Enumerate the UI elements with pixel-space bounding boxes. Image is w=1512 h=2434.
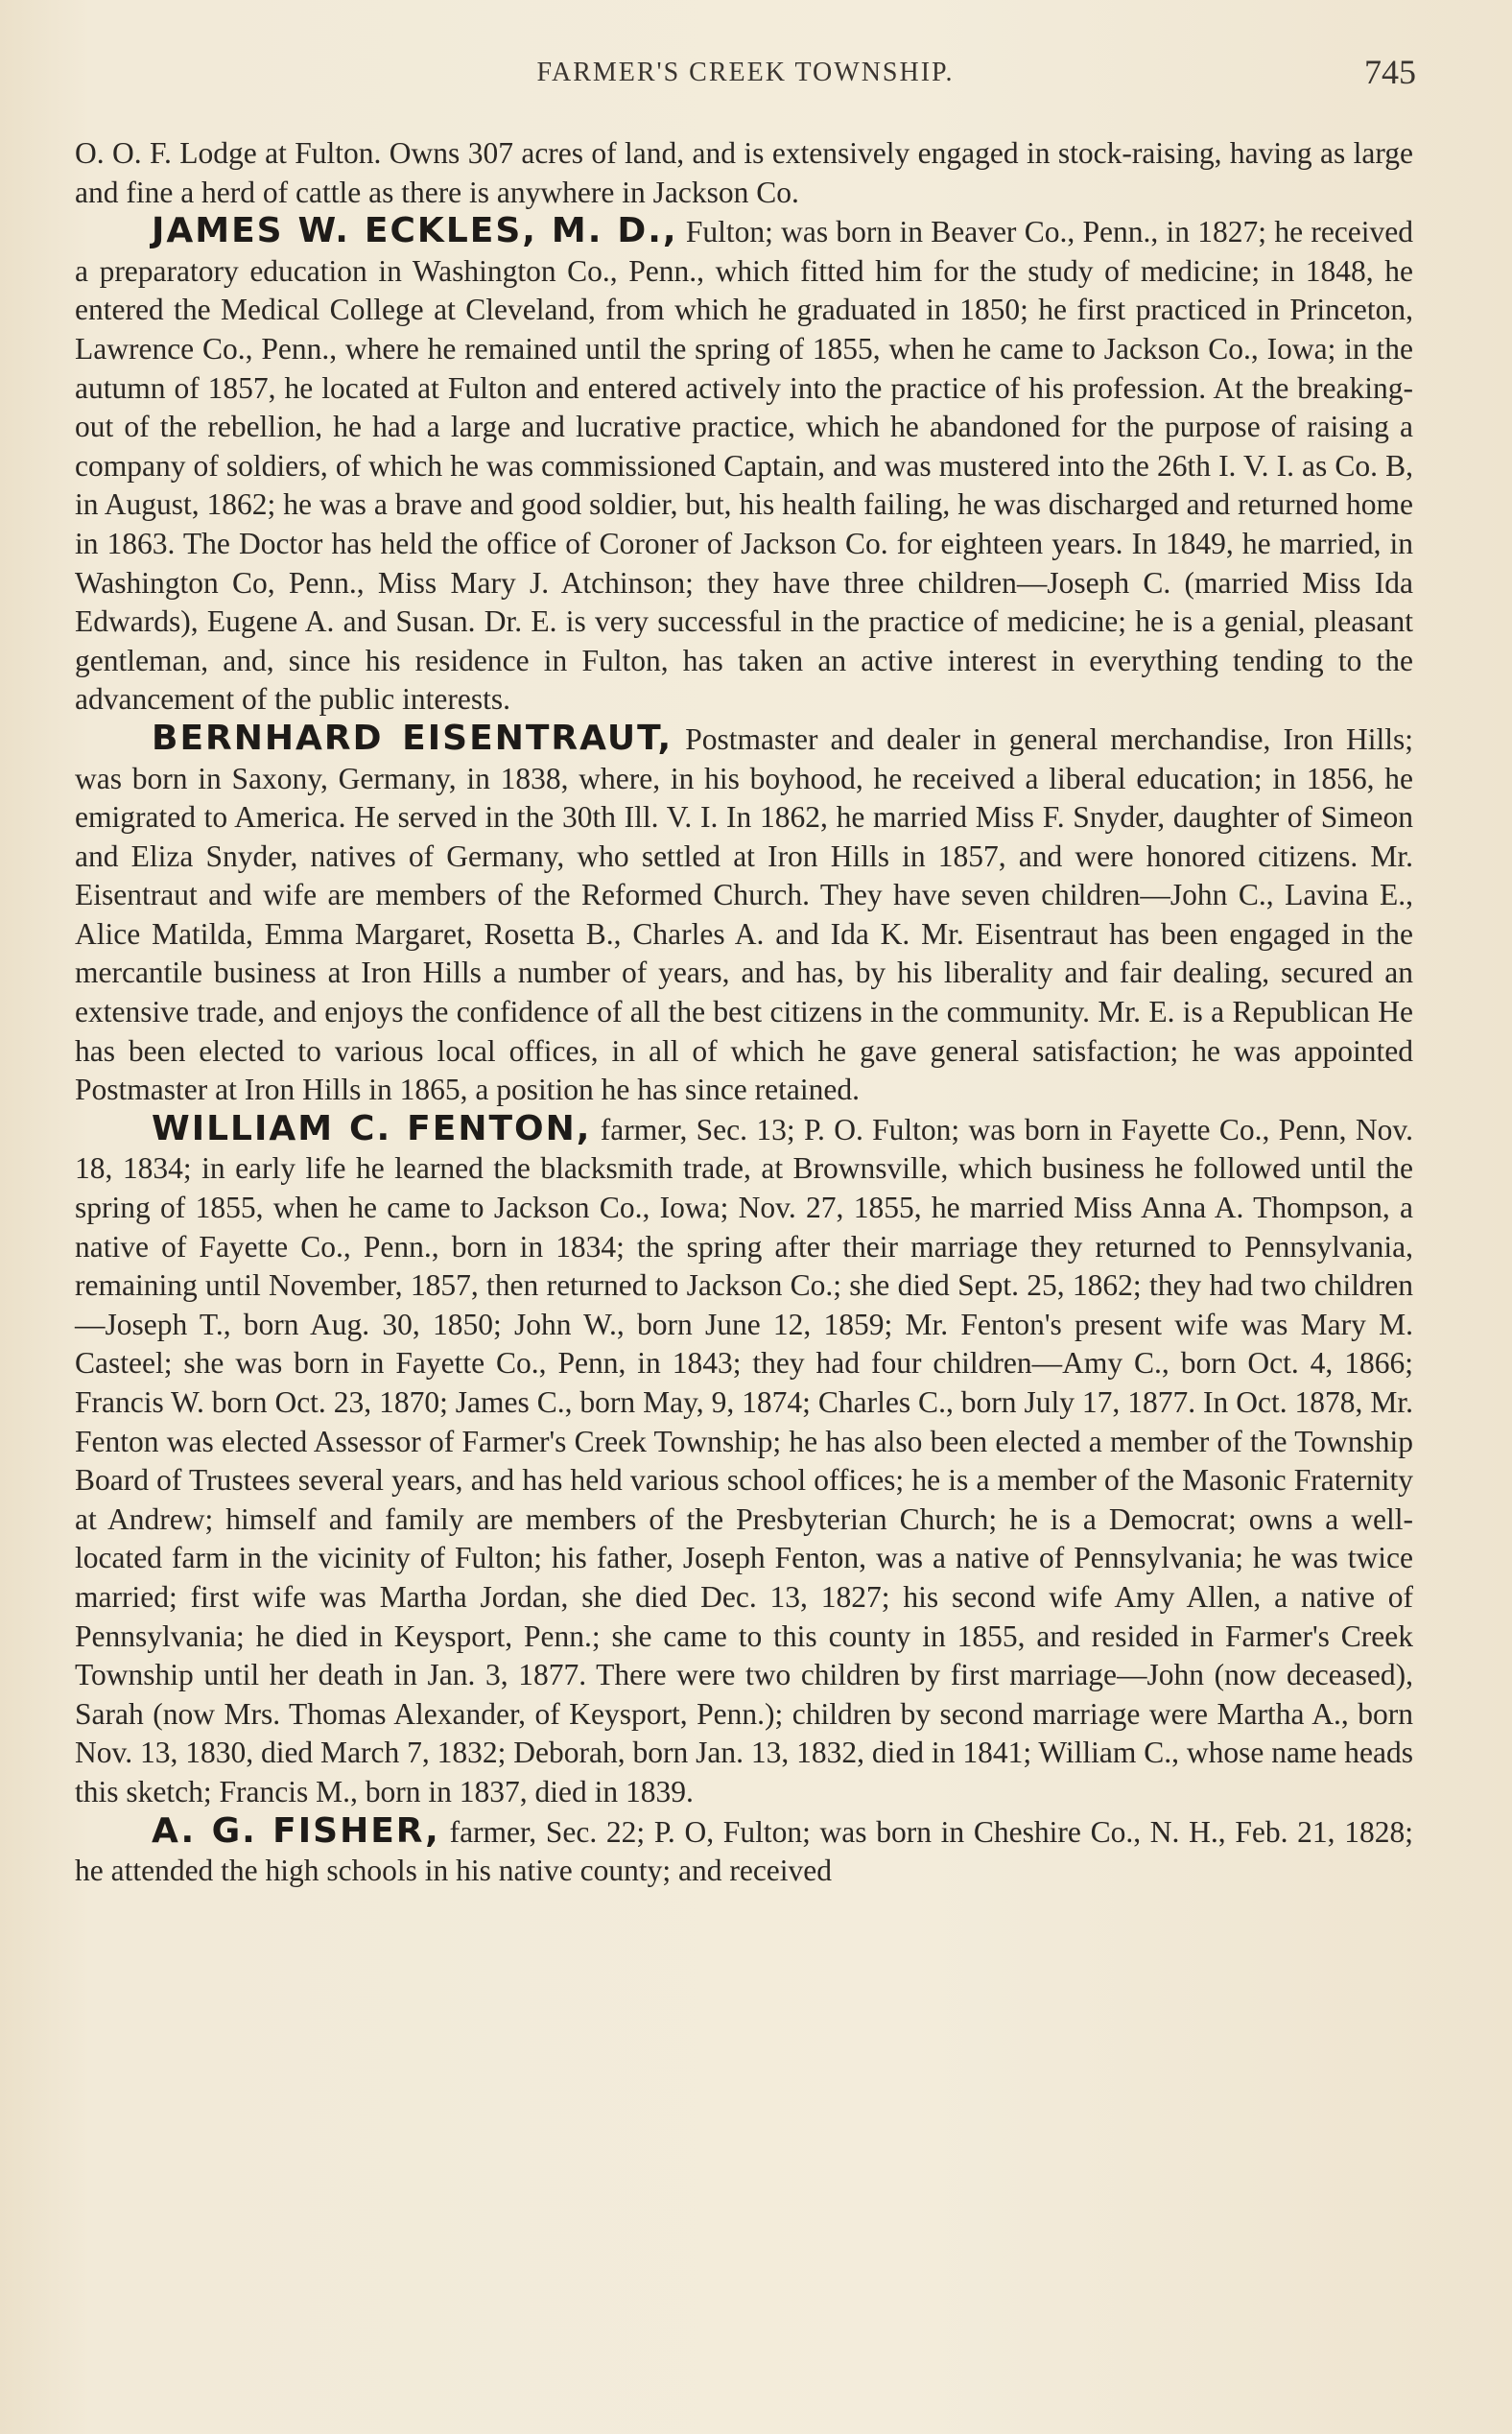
continuation-paragraph: O. O. F. Lodge at Fulton. Owns 307 acres of land, and is extensively engaged in stock-raising, having as large and fine a herd of cattle as there is anywhere in Jackson Co. bbox=[75, 136, 1413, 209]
biography-text: farmer, Sec. 22; P. O, Fulton; was born in Cheshire Co., N. H., Feb. 21, 1828; he attended the high schools in his native county; and received bbox=[75, 1814, 1413, 1888]
biography-fenton bbox=[75, 1110, 1413, 1812]
page-header bbox=[75, 50, 1416, 98]
biography-text: Postmaster and dealer in general merchandise, Iron Hills; was born in Saxony, Germany, in 1838, where, in his boyhood, he received a liberal education; in 1856, he emigrated to America. He served in the 30th Ill. V. I. In 1862, he married Miss F. Snyder, daughter of Simeon and Eliza Snyder, natives of Germany, who settled at Iron Hills in 1857, and were honored citizens. Mr. Eisentraut and wife are members of the Reformed Church. They have seven children—John C., Lavina E., Alice Matilda, Emma Margaret, Rosetta B., Charles A. and Ida K. Mr. Eisentraut has been engaged in the mercantile business at Iron Hills a number of years, and has, by his liberality and fair dealing, secured an extensive trade, and enjoys the confidence of all the best citizens in the community. Mr. E. is a Republican He has been elected to various local offices, in all of which he gave general satisfaction; he was appointed Postmaster at Iron Hills in 1865, a position he has since retained. bbox=[75, 721, 1413, 1107]
biography-text: Fulton; was born in Beaver Co., Penn., in 1827; he received a preparatory education in Washington Co., Penn., which fitted him for the study of medicine; in 1848, he entered the Medical College at Cleveland, from which he graduated in 1850; he first practiced in Princeton, Lawrence Co., Penn., where he remained until the spring of 1855, when he came to Jackson Co., Iowa; in the autumn of 1857, he located at Fulton and entered actively into the practice of his profession. At the breaking-out of the rebellion, he had a large and lucrative practice, which he abandoned for the purpose of raising a company of soldiers, of which he was commissioned Captain, and was mustered into the 26th I. V. I. as Co. B, in August, 1862; he was a brave and good soldier, but, his health failing, he was discharged and returned home in 1863. The Doctor has held the office of Coroner of Jackson Co. for eighteen years. In 1849, he married, in Washington Co, Penn., Miss Mary J. Atchinson; they have three children—Joseph C. (married Miss Ida Edwards), Eugene A. and Susan. Dr. E. is very successful in the practice of medicine; he is a genial, pleasant gentleman, and, since his residence in Fulton, has taken an active interest in everything tending to the advancement of the public interests. bbox=[75, 215, 1413, 717]
biography-text: farmer, Sec. 13; P. O. Fulton; was born in Fayette Co., Penn, Nov. 18, 1834; in early life he learned the blacksmith trade, at Brownsville, which business he followed until the spring of 1855, when he came to Jackson Co., Iowa; Nov. 27, 1855, he married Miss Anna A. Thompson, a native of Fayette Co., Penn., born in 1834; the spring after their marriage they returned to Pennsylvania, remaining until November, 1857, then returned to Jackson Co.; she died Sept. 25, 1862; they had two children—Joseph T., born Aug. 30, 1850; John W., born June 12, 1859; Mr. Fenton's present wife was Mary M. Casteel; she was born in Fayette Co., Penn, in 1843; they had four children—Amy C., born Oct. 4, 1866; Francis W. born Oct. 23, 1870; James C., born May, 9, 1874; Charles C., born July 17, 1877. In Oct. 1878, Mr. Fenton was elected Assessor of Farmer's Creek Township; he has also been elected a member of the Township Board of Trustees several years, and has held various school offices; he is a member of the Masonic Fraternity at Andrew; himself and family are members of the Presbyterian Church; he is a Democrat; owns a well-located farm in the vicinity of Fulton; his father, Joseph Fenton, was a native of Pennsylvania; he was twice married; first wife was Martha Jordan, she died Dec. 13, 1827; his second wife Amy Allen, a native of Pennsylvania; he died in Keysport, Penn.; she came to this county in 1855, and resided in Farmer's Creek Township until her death in Jan. 3, 1877. There were two children by first marriage—John (now deceased), Sarah (now Mrs. Thomas Alexander, of Keysport, Penn.); children by second marriage were Martha A., born Nov. 13, 1830, died March 7, 1832; Deborah, born Jan. 13, 1832, died in 1841; William C., whose name heads this sketch; Francis M., born in 1837, died in 1839. bbox=[75, 1112, 1414, 1808]
biography-eisentraut bbox=[75, 720, 1413, 1110]
biography-eckles bbox=[75, 212, 1413, 720]
page-number: 745 bbox=[1364, 53, 1416, 91]
biography-name: A. G. FISHER, bbox=[152, 1810, 440, 1851]
running-title: FARMER'S CREEK TOWNSHIP. bbox=[536, 58, 955, 87]
biography-name: WILLIAM C. FENTON, bbox=[152, 1108, 592, 1148]
page-body bbox=[75, 134, 1413, 1891]
biography-name: BERNHARD EISENTRAUT, bbox=[152, 718, 673, 758]
biography-name: JAMES W. ECKLES, M. D., bbox=[152, 211, 678, 251]
biography-fisher bbox=[75, 1812, 1413, 1891]
